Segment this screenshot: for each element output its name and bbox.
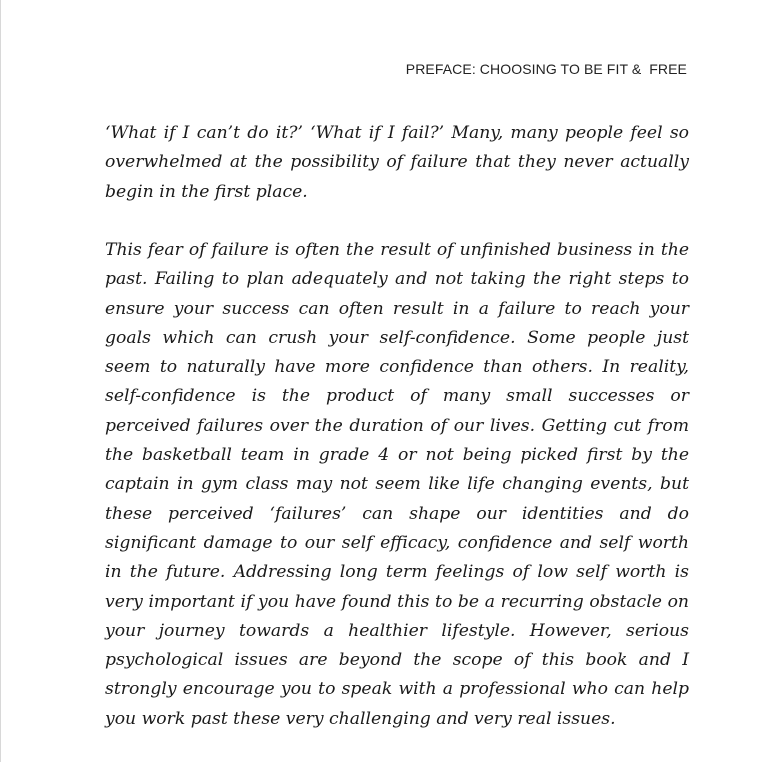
paragraph-2: This fear of failure is often the result of unfinished business in the past. Failing to plan adequately and not taking the right steps to ensure your success can often result in a failure to reach your goals which can crush your self-confidence. Some people just seem to naturally have more confidence than others. In reality, self-confidence is the product of many small successes or perceived failures over the duration of our lives. Getting cut from the basketball team in grade 4 or not being picked first by the captain in gym class may not seem like life changing events, but these perceived ‘failures’ can shape our identities and do significant damage to our self efficacy, confidence and self worth in the future. Addressing long term feelings of low self worth is very important if you have found this to be a recurring obstacle on your journey towards a healthier lifestyle. However, serious psychological issues are beyond the scope of this book and I strongly encourage you to speak with a professional who can help you work past these very challenging and very real issues. (105, 240, 689, 729)
running-header: PREFACE: CHOOSING TO BE FIT & FREE (405, 61, 687, 77)
paragraph-1: ‘What if I can’t do it?’ ‘What if I fail?’ Many, many people feel so overwhelmed at the possibility of failure that they never actually begin in the first place. (105, 123, 689, 202)
